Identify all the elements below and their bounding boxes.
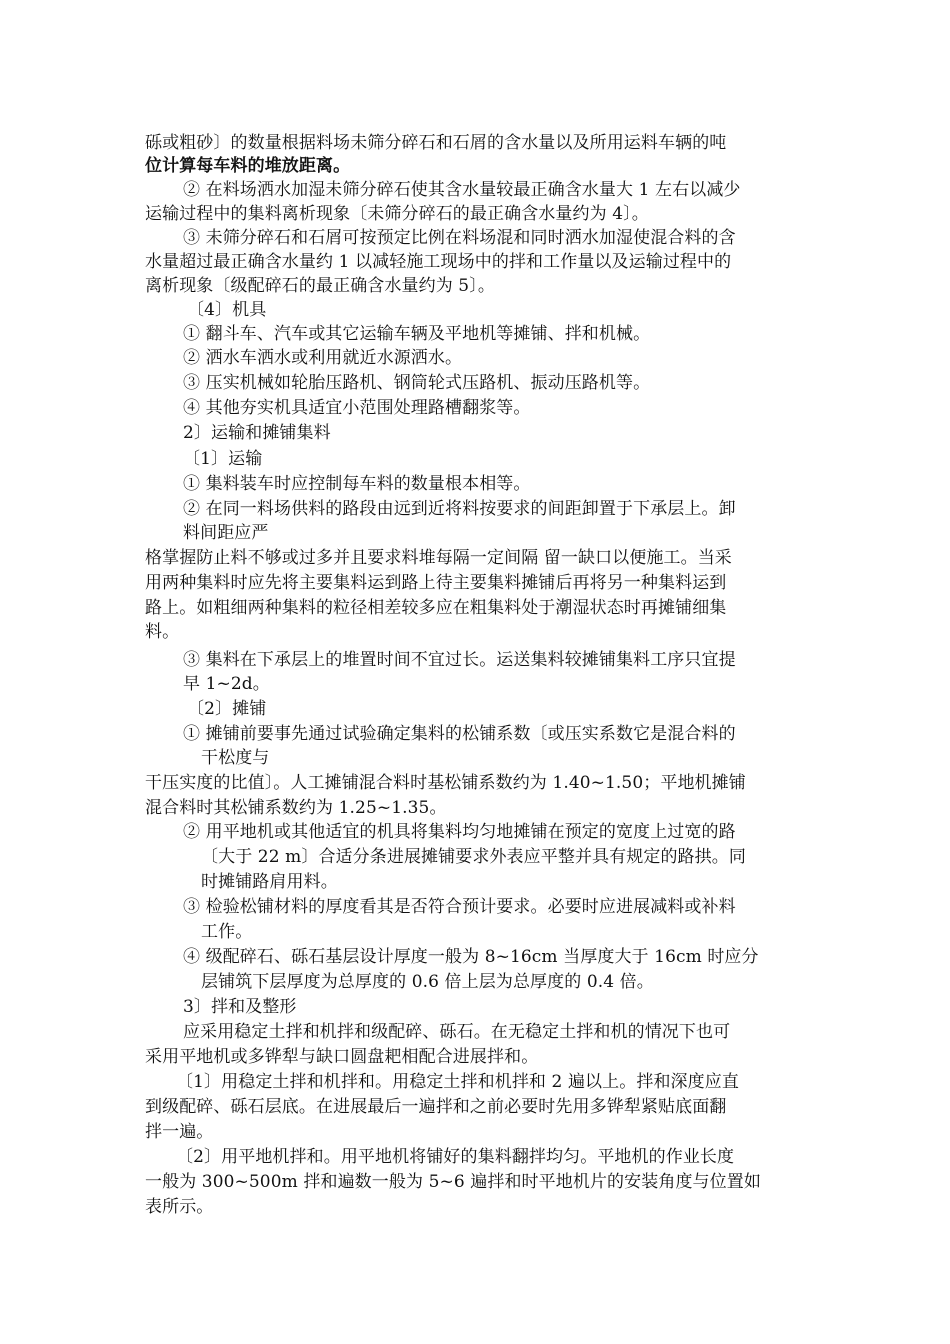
text-line: 早 1~2d。 — [183, 674, 270, 694]
section-heading: 〔2〕摊铺 — [187, 699, 267, 719]
list-item: ① 摊铺前要事先通过试验确定集料的松铺系数〔或压实系数它是混合料的 — [183, 724, 736, 744]
text-line: 拌一遍。 — [145, 1122, 214, 1142]
text-line: 〔大于 22 m〕合适分条进展摊铺要求外表应平整并具有规定的路拱。同 — [201, 847, 746, 867]
text-line: 混合料时其松铺系数约为 1.25~1.35。 — [145, 798, 447, 818]
text-line: 砾或粗砂〕的数量根据料场未筛分碎石和石屑的含水量以及所用运料车辆的吨 — [145, 133, 727, 153]
text-line: ③ 未筛分碎石和石屑可按预定比例在料场混和同时洒水加湿使混合料的含 — [183, 228, 736, 248]
text-line: ② 在料场洒水加湿未筛分碎石使其含水量较最正确含水量大 1 左右以减少 — [183, 180, 741, 200]
text-line: 格掌握防止料不够或过多并且要求料堆每隔一定间隔 留一缺口以便施工。当采 — [145, 548, 732, 568]
text-line: 干松度与 — [201, 748, 270, 768]
text-line: 水量超过最正确含水量约 1 以减轻施工现场中的拌和工作量以及运输过程中的 — [145, 252, 732, 272]
list-item: ③ 压实机械如轮胎压路机、钢筒轮式压路机、振动压路机等。 — [183, 373, 651, 393]
text-line: 料。 — [145, 622, 180, 642]
list-item: ② 用平地机或其他适宜的机具将集料均匀地摊铺在预定的宽度上过宽的路 — [183, 822, 736, 842]
text-line: 采用平地机或多铧犁与缺口圆盘耙相配合进展拌和。 — [145, 1047, 539, 1067]
list-item: ④ 其他夯实机具适宜小范围处理路槽翻浆等。 — [183, 398, 531, 418]
text-line: 一般为 300~500m 拌和遍数一般为 5~6 遍拌和时平地机片的安装角度与位置如 — [145, 1172, 761, 1192]
list-item: ③ 集料在下承层上的堆置时间不宜过长。运送集料较摊铺集料工序只宜提 — [183, 650, 736, 670]
text-line: 料间距应严 — [183, 523, 269, 543]
list-item: ② 洒水车洒水或利用就近水源洒水。 — [183, 348, 463, 368]
text-line: 工作。 — [201, 922, 253, 942]
section-heading: 3〕拌和及整形 — [183, 997, 297, 1017]
text-line: 干压实度的比值〕。人工摊铺混合料时基松铺系数约为 1.40~1.50；平地机摊铺 — [145, 773, 746, 793]
text-line: 应采用稳定土拌和机拌和级配碎、砾石。在无稳定土拌和机的情况下也可 — [183, 1022, 731, 1042]
text-line: 路上。如粗细两种集料的粒径相差较多应在粗集料处于潮湿状态时再摊铺细集 — [145, 598, 727, 618]
text-line: 运输过程中的集料离析现象〔未筛分碎石的最正确含水量约为 4〕。 — [145, 204, 649, 224]
section-heading: 〔1〕运输 — [183, 449, 263, 469]
section-heading: 2〕运输和摊铺集料 — [183, 423, 331, 443]
text-line: 到级配碎、砾石层底。在进展最后一遍拌和之前必要时先用多铧犁紧贴底面翻 — [145, 1097, 727, 1117]
text-line: 〔1〕用稳定土拌和机拌和。用稳定土拌和机拌和 2 遍以上。拌和深度应直 — [176, 1072, 739, 1092]
text-line: 层铺筑下层厚度为总厚度的 0.6 倍上层为总厚度的 0.4 倍。 — [201, 972, 654, 992]
text-line: 时摊铺路肩用料。 — [201, 872, 338, 892]
list-item: ② 在同一料场供料的路段由远到近将料按要求的间距卸置于下承层上。卸 — [183, 499, 736, 519]
list-item: ① 翻斗车、汽车或其它运输车辆及平地机等摊铺、拌和机械。 — [183, 324, 651, 344]
list-item: ③ 检验松铺材料的厚度看其是否符合预计要求。必要时应进展减料或补料 — [183, 897, 736, 917]
text-line: 用两种集料时应先将主要集料运到路上待主要集料摊铺后再将另一种集料运到 — [145, 573, 727, 593]
list-item: ④ 级配碎石、砾石基层设计厚度一般为 8~16cm 当厚度大于 16cm 时应分 — [183, 947, 759, 967]
text-line: 离析现象〔级配碎石的最正确含水量约为 5〕。 — [145, 276, 495, 296]
text-line: 表所示。 — [145, 1197, 214, 1217]
list-item: ① 集料装车时应控制每车料的数量根本相等。 — [183, 474, 531, 494]
section-heading: 〔4〕机具 — [187, 300, 267, 320]
text-line: 〔2〕用平地机拌和。用平地机将铺好的集料翻拌均匀。平地机的作业长度 — [176, 1147, 735, 1167]
text-line: 位计算每车料的堆放距离。 — [145, 156, 351, 176]
